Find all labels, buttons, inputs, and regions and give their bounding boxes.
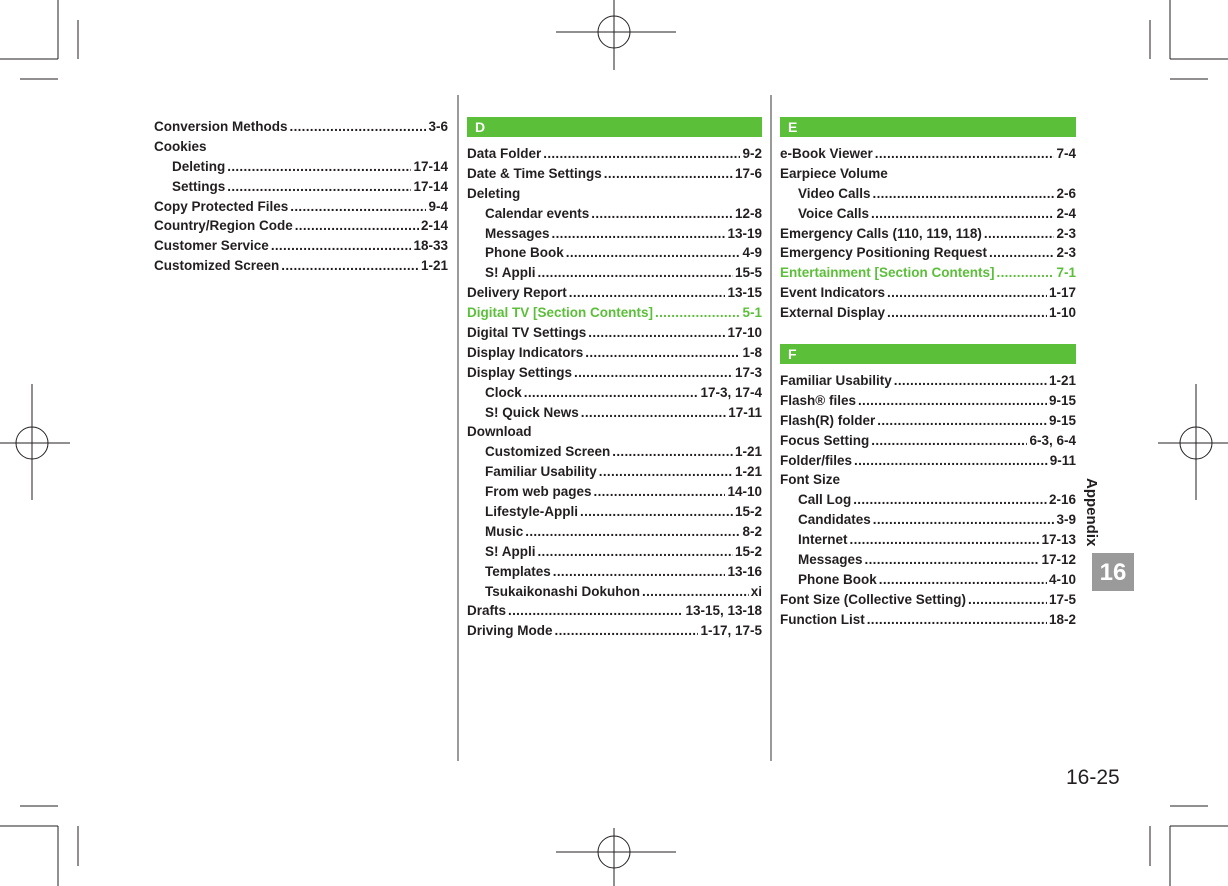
index-entry: Focus Setting ..... 6-3, 6-4 (780, 431, 1076, 451)
appendix-tab-label: Appendix (1083, 478, 1100, 547)
index-entry-heading: Font Size (780, 472, 840, 488)
section-header-d: D (467, 117, 762, 137)
section-link-entry[interactable]: Entertainment [Section Contents] ..... 7-1 (780, 263, 1076, 283)
index-subentry: Familiar Usability ..... 1-21 (467, 462, 762, 482)
index-subentry: Music ..... 8-2 (467, 522, 762, 542)
index-entry: Display Indicators ..... 1-8 (467, 343, 762, 363)
index-entry: Flash® files ..... 9-15 (780, 391, 1076, 411)
index-subentry: Video Calls ..... 2-6 (780, 184, 1076, 204)
index-entry: Copy Protected Files ..... 9-4 (154, 197, 448, 217)
index-subentry: S! Quick News ..... 17-11 (467, 403, 762, 423)
index-subentry: S! Appli ..... 15-5 (467, 263, 762, 283)
index-subentry: Call Log ..... 2-16 (780, 490, 1076, 510)
index-subentry: Phone Book ..... 4-9 (467, 243, 762, 263)
index-subentry: From web pages ..... 14-10 (467, 482, 762, 502)
index-column-3 (780, 117, 1076, 630)
section-header-f: F (780, 344, 1076, 364)
index-entry: Conversion Methods ..... 3-6 (154, 117, 448, 137)
column-divider (770, 95, 772, 761)
column-divider (457, 95, 459, 761)
index-subentry: Phone Book ..... 4-10 (780, 570, 1076, 590)
index-subentry: Lifestyle-Appli ..... 15-2 (467, 502, 762, 522)
index-entry: Display Settings ..... 17-3 (467, 363, 762, 383)
index-entry: Driving Mode ..... 1-17, 17-5 (467, 621, 762, 641)
index-entry: e-Book Viewer ..... 7-4 (780, 144, 1076, 164)
index-subentry: Tsukaikonashi Dokuhon ..... xi (467, 582, 762, 602)
index-subentry: Deleting ..... 17-14 (154, 157, 448, 177)
index-subentry: Voice Calls ..... 2-4 (780, 204, 1076, 224)
index-entry: Font Size (Collective Setting) ..... 17-5 (780, 590, 1076, 610)
page-number: 16-25 (1066, 766, 1120, 789)
index-entry: External Display ..... 1-10 (780, 303, 1076, 323)
index-entry: Customer Service ..... 18-33 (154, 236, 448, 256)
index-entry: Drafts ..... 13-15, 13-18 (467, 601, 762, 621)
index-entry: Date & Time Settings ..... 17-6 (467, 164, 762, 184)
index-entry: Data Folder ..... 9-2 (467, 144, 762, 164)
index-subentry: Candidates ..... 3-9 (780, 510, 1076, 530)
index-entry-heading: Deleting (467, 185, 521, 201)
index-column-2 (467, 117, 762, 641)
index-entry: Folder/files ..... 9-11 (780, 451, 1076, 471)
index-entry-heading: Earpiece Volume (780, 165, 888, 181)
index-subentry: Templates ..... 13-16 (467, 562, 762, 582)
section-header-e: E (780, 117, 1076, 137)
index-subentry: Messages ..... 13-19 (467, 224, 762, 244)
index-subentry: Messages ..... 17-12 (780, 550, 1076, 570)
index-subentry: Settings ..... 17-14 (154, 177, 448, 197)
index-entry-heading: Download (467, 424, 532, 440)
index-entry: Familiar Usability ..... 1-21 (780, 371, 1076, 391)
chapter-tab: 16 (1092, 553, 1134, 591)
index-entry: Country/Region Code ..... 2-14 (154, 216, 448, 236)
index-entry: Digital TV Settings ..... 17-10 (467, 323, 762, 343)
index-subentry: Internet ..... 17-13 (780, 530, 1076, 550)
index-entry: Function List ..... 18-2 (780, 610, 1076, 630)
index-entry: Customized Screen ..... 1-21 (154, 256, 448, 276)
index-subentry: Clock ..... 17-3, 17-4 (467, 383, 762, 403)
index-entry: Flash(R) folder ..... 9-15 (780, 411, 1076, 431)
index-subentry: Calendar events ..... 12-8 (467, 204, 762, 224)
index-entry: Delivery Report ..... 13-15 (467, 283, 762, 303)
index-subentry: Customized Screen ..... 1-21 (467, 442, 762, 462)
index-column-1 (154, 117, 448, 276)
index-entry: Emergency Positioning Request ..... 2-3 (780, 243, 1076, 263)
section-link-entry[interactable]: Digital TV [Section Contents] ..... 5-1 (467, 303, 762, 323)
index-entry: Emergency Calls (110, 119, 118) ..... 2-3 (780, 224, 1076, 244)
index-entry: Event Indicators ..... 1-17 (780, 283, 1076, 303)
index-entry-heading: Cookies (154, 138, 207, 154)
index-subentry: S! Appli ..... 15-2 (467, 542, 762, 562)
